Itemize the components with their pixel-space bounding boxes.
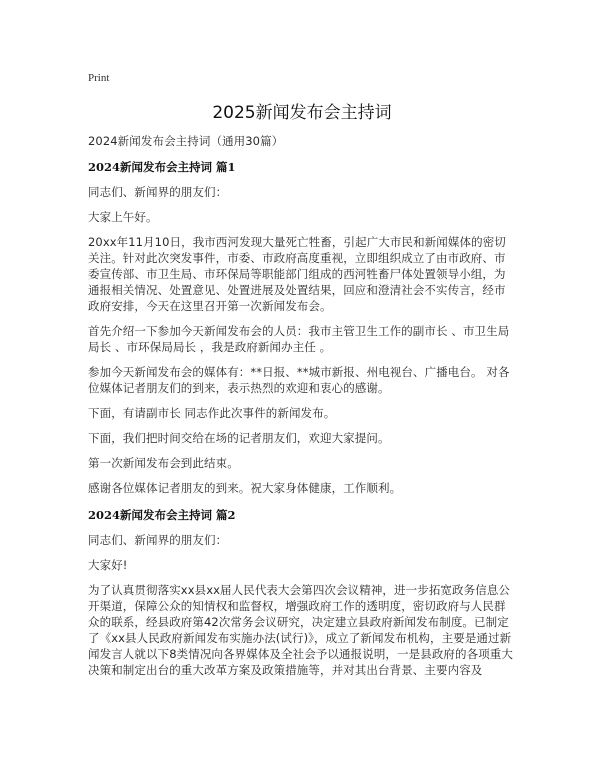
print-link[interactable]: Print xyxy=(88,72,110,84)
paragraph: 参加今天新闻发布会的媒体有：**日报、**城市新报、州电视台、广播电台。 对各位媒体记者朋友们的到来，表示热烈的欢迎和衷心的感谢。 xyxy=(88,365,510,395)
paragraph: 首先介绍一下参加今天新闻发布会的人员：我市主管卫生工作的副市长 、市卫生局局长 、市环保局局长 ，我是政府新闻办主任 。 xyxy=(88,324,510,354)
paragraph: 感谢各位媒体记者朋友的到来。祝大家身体健康，工作顺利。 xyxy=(88,481,402,495)
paragraph: 大家上午好。 xyxy=(88,210,158,224)
section-heading-2: 2024新闻发布会主持词 篇2 xyxy=(88,508,236,522)
paragraph: 为了认真贯彻落实xx县xx届人民代表大会第四次会议精神，进一步拓宽政务信息公开渠道，保障公众的知情权和监督权，增强政府工作的透明度，密切政府与人民群众的联系，经县政府第42次常务会议研究，决定建立县政府新闻发布制度。已制定了《xx县人民政府新闻发布实施办法(试行)》，成立了新闻发布机构，主要是通过新闻发言人就以下8类情况向各界媒体及全社会予以通报说明，一是县政府的各项重大决策和制定出台的重大改革方案及政策措施等，并对其出台背景、主要内容及 xyxy=(88,583,514,677)
paragraph: 20xx年11月10日，我市西河发现大量死亡牲畜，引起广大市民和新闻媒体的密切关注。针对此次突发事件，市委、市政府高度重视，立即组织成立了由市政府、市委宣传部、市卫生局、市环保局等职能部门组成的西河牲畜尸体处置领导小组，为通报相关情况、处置意见、处置进展及处置结果，回应和澄清社会不实传言，经市政府安排，今天在这里召开第一次新闻发布会。 xyxy=(88,235,506,313)
document-body xyxy=(88,133,516,687)
paragraph: 同志们、新闻界的朋友们： xyxy=(88,185,228,199)
document-subtitle: 2024新闻发布会主持词（通用30篇） xyxy=(88,134,284,148)
page-title: 2025新闻发布会主持词 xyxy=(212,103,392,123)
section-heading-1: 2024新闻发布会主持词 篇1 xyxy=(88,160,236,174)
paragraph: 下面，我们把时间交给在场的记者朋友们，欢迎大家提问。 xyxy=(88,431,390,445)
paragraph: 大家好! xyxy=(88,558,128,572)
paragraph: 同志们、新闻界的朋友们： xyxy=(88,533,228,547)
paragraph: 下面，有请副市长 同志作此次事件的新闻发布。 xyxy=(88,406,336,420)
paragraph: 第一次新闻发布会到此结束。 xyxy=(88,456,239,470)
